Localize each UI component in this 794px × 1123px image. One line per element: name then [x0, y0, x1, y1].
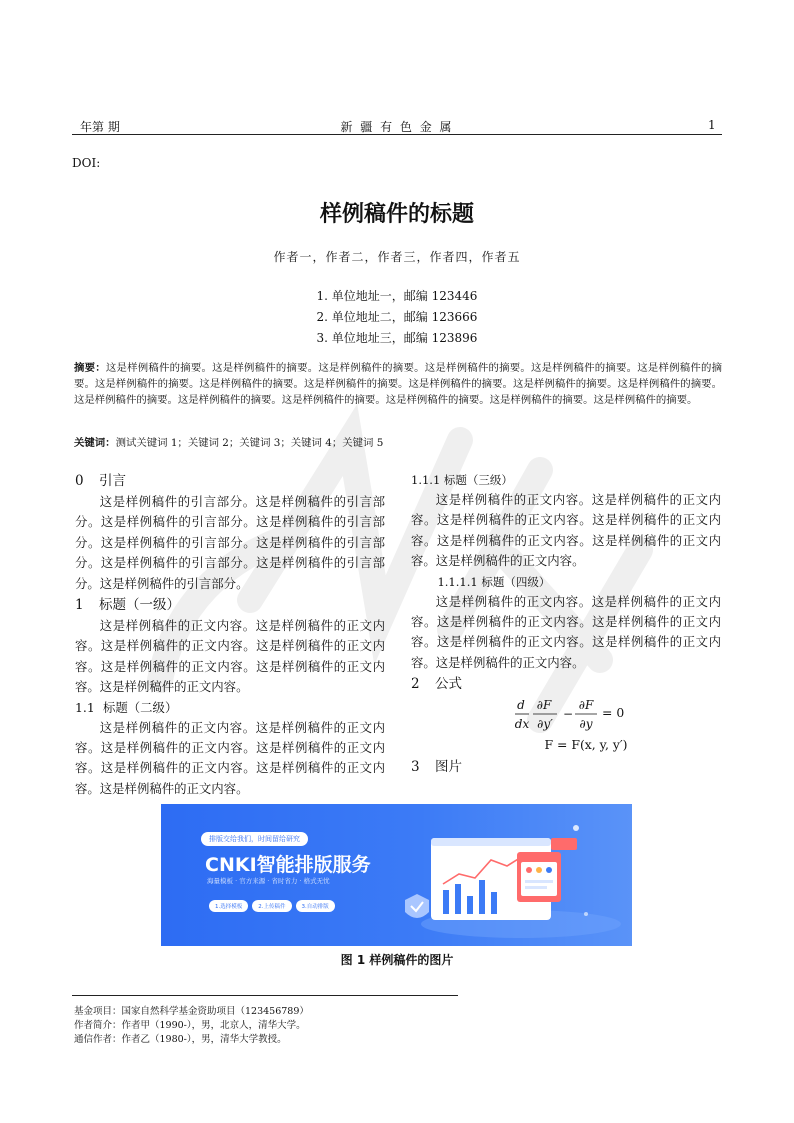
journal-name: 新 疆 有 色 金 属 — [340, 120, 454, 134]
section-title: 标题（二级） — [103, 699, 178, 715]
section-heading-1-1 — [75, 698, 385, 718]
svg-text:dx: dx — [514, 717, 530, 732]
keywords-text: 测试关键词 1；关键词 2；关键词 3；关键词 4；关键词 5 — [115, 437, 384, 449]
page-number: 1 — [708, 118, 716, 132]
footnote-author-bio: 作者简介：作者甲（1990-），男，北京人，清华大学。 — [74, 1020, 306, 1031]
section-number: 1.1.1.1 — [437, 574, 478, 589]
footnote-funding: 基金项目：国家自然科学基金资助项目（123456789） — [74, 1006, 309, 1017]
equation-2: F = F(x, y, y′) — [544, 737, 628, 753]
figure-caption: 图 1 样例稿件的图片 — [340, 953, 454, 967]
paper-title: 样例稿件的标题 — [319, 202, 474, 227]
section-title: 标题（一级） — [99, 597, 180, 614]
body-paragraph: 这是样例稿件的正文内容。这是样例稿件的正文内容。这是样例稿件的正文内容。这是样例稿件的正文内容。这是样例稿件的正文内容。这是样例稿件的正文内容。这是样例稿件的正文内容。 — [75, 618, 385, 695]
doi: DOI: — [72, 156, 101, 170]
affiliation-1: 1. 单位地址一，邮编 123446 — [316, 289, 478, 303]
section-number: 1.1 — [75, 699, 95, 715]
footnote-corresponding: 通信作者：作者乙（1980-），男，清华大学教授。 — [74, 1034, 287, 1045]
figure-image — [161, 804, 632, 946]
section-title: 图片 — [435, 758, 462, 775]
equation-1-rhs: = 0 — [602, 705, 625, 721]
section-heading-1-1-1-1 — [411, 572, 721, 592]
section-heading-1-1-1 — [411, 470, 721, 490]
keywords — [74, 434, 383, 449]
section-title: 公式 — [435, 676, 462, 693]
section-number: 2 — [411, 676, 420, 693]
banner-step: 1.选择模板 — [209, 900, 248, 912]
section-title: 标题（四级） — [481, 574, 551, 589]
section-heading-0 — [75, 470, 385, 492]
equation-1-math — [411, 695, 721, 735]
section-title: 标题（三级） — [443, 473, 513, 487]
banner-step: 2.上传稿件 — [252, 900, 291, 912]
banner-title: CNKI智能排版服务 — [205, 854, 371, 876]
authors: 作者一，作者二，作者三，作者四，作者五 — [273, 250, 521, 264]
header-rule — [72, 134, 722, 135]
body-paragraph: 这是样例稿件的正文内容。这是样例稿件的正文内容。这是样例稿件的正文内容。这是样例稿件的正文内容。这是样例稿件的正文内容。这是样例稿件的正文内容。这是样例稿件的正文内容。 — [75, 719, 385, 796]
svg-text:∂F: ∂F — [536, 698, 552, 713]
svg-text:d: d — [517, 698, 525, 713]
banner-steps — [209, 900, 335, 912]
svg-text:−: − — [563, 707, 574, 722]
section-number: 1 — [75, 597, 84, 614]
section-number: 0 — [75, 473, 84, 489]
abstract-label: 摘要： — [74, 362, 106, 374]
section-title: 引言 — [99, 473, 126, 489]
keywords-label: 关键词： — [74, 437, 116, 449]
banner-tag: 排版交给我们，时间留给研究 — [201, 832, 308, 846]
body-paragraph: 这是样例稿件的正文内容。这是样例稿件的正文内容。这是样例稿件的正文内容。这是样例稿件的正文内容。这是样例稿件的正文内容。这是样例稿件的正文内容。这是样例稿件的正文内容。 — [411, 593, 721, 670]
shield-icon — [405, 894, 429, 918]
dashboard-illustration — [391, 804, 632, 946]
affiliation-2: 2. 单位地址二，邮编 123666 — [316, 310, 478, 324]
banner-subtitle: 海量模板 · 官方来源 · 省时省力 · 格式无忧 — [207, 877, 330, 885]
right-column — [411, 470, 721, 778]
abstract — [74, 360, 722, 409]
section-heading-2 — [411, 673, 721, 695]
svg-text:∂y: ∂y — [579, 717, 593, 732]
affiliation-3: 3. 单位地址三，邮编 123896 — [316, 331, 478, 345]
journal-issue: 年第 期 — [80, 120, 120, 134]
intro-paragraph: 这是样例稿件的引言部分。这是样例稿件的引言部分。这是样例稿件的引言部分。这是样例稿件的引言部分。这是样例稿件的引言部分。这是样例稿件的引言部分。这是样例稿件的引言部分。这是样例稿件的引言部分。这是样例稿件的引言部分。 — [75, 494, 385, 591]
section-number: 1.1.1 — [411, 473, 441, 487]
body-paragraph: 这是样例稿件的正文内容。这是样例稿件的正文内容。这是样例稿件的正文内容。这是样例稿件的正文内容。这是样例稿件的正文内容。这是样例稿件的正文内容。这是样例稿件的正文内容。 — [411, 492, 721, 569]
abstract-text: 这是样例稿件的摘要。这是样例稿件的摘要。这是样例稿件的摘要。这是样例稿件的摘要。这是样例稿件的摘要。这是样例稿件的摘要。这是样例稿件的摘要。这是样例稿件的摘要。这是样例稿件的摘要。这是样例稿件的摘要。这是样例稿件的摘要。这是样例稿件的摘要。这是样例稿件的摘要。这是样例稿件的摘要。这是样例稿件的摘要。这是样例稿件的摘要。这是样例稿件的摘要。这是样例稿件的摘要。 — [74, 362, 723, 407]
footnote-rule — [72, 995, 458, 996]
svg-text:∂y′: ∂y′ — [537, 717, 553, 732]
section-heading-3 — [411, 756, 721, 778]
svg-text:∂F: ∂F — [578, 698, 594, 713]
section-heading-1 — [75, 594, 385, 616]
banner-step: 3.自动排版 — [296, 900, 335, 912]
equation-1 — [411, 695, 721, 735]
section-number: 3 — [411, 758, 420, 775]
left-column — [75, 470, 385, 799]
